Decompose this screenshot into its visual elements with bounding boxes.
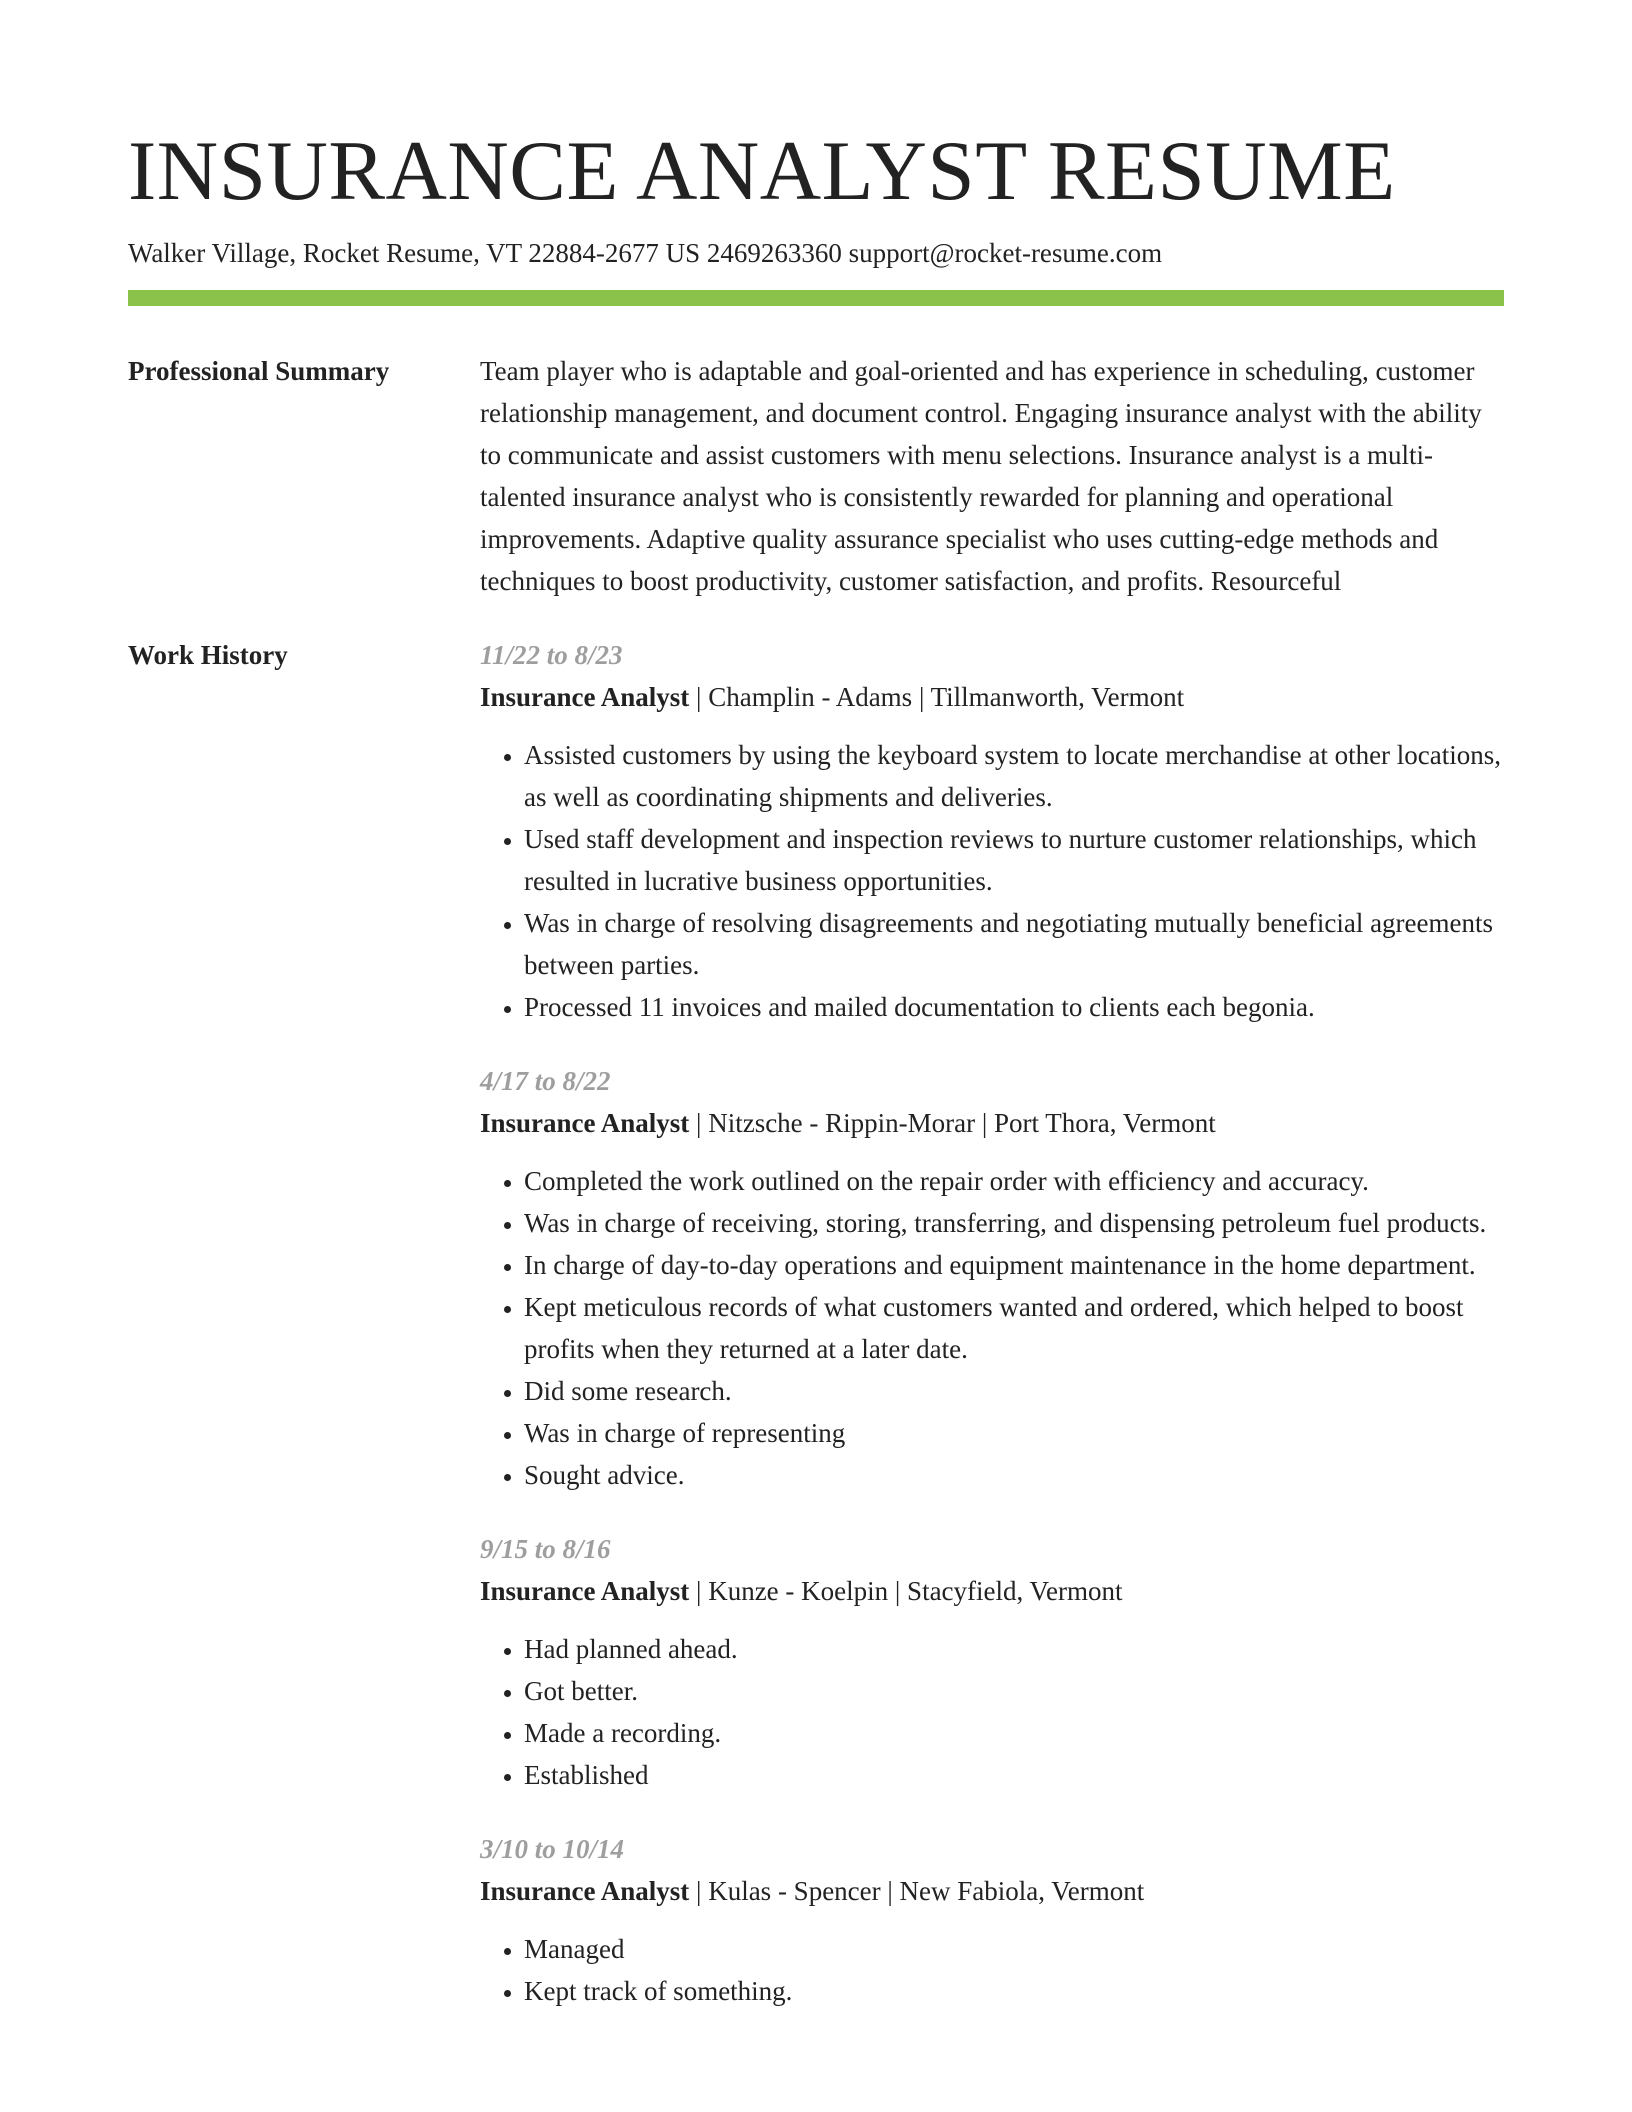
- job-duty-item: • Sought advice.: [524, 1454, 1504, 1496]
- job-duty-item: • Was in charge of representing: [524, 1412, 1504, 1454]
- job-employer-location: | Kulas - Spencer | New Fabiola, Vermont: [689, 1876, 1145, 1906]
- job-duty-item: • Made a recording.: [524, 1712, 1504, 1754]
- summary-text: Team player who is adaptable and goal-oriented and has experience in scheduling, customer relationship management, and document control. Engaging insurance analyst with the ability to communicate and assist customers with menu selections. Insurance analyst is a multi-talented insurance analyst who is consistently rewarded for planning and operational improvements. Adaptive quality assurance specialist who uses cutting-edge methods and techniques to boost productivity, customer satisfaction, and profits. Resourceful: [480, 356, 1482, 596]
- summary-body: [480, 350, 1504, 602]
- job-entry: [480, 1060, 1504, 1496]
- job-heading: [480, 1870, 1504, 1912]
- job-duty-item: • In charge of day-to-day operations and equipment maintenance in the home department.: [524, 1244, 1504, 1286]
- resume-title: INSURANCE ANALYST RESUME: [128, 124, 1396, 218]
- job-entry: [480, 1828, 1504, 2012]
- job-title: Insurance Analyst: [480, 682, 690, 712]
- job-duty-item: • Managed: [524, 1928, 1504, 1970]
- job-dates: 4/17 to 8/22: [480, 1066, 611, 1096]
- job-entry: [480, 1528, 1504, 1796]
- job-dates: 11/22 to 8/23: [480, 640, 623, 670]
- job-heading: [480, 1570, 1504, 1612]
- job-heading: [480, 1102, 1504, 1144]
- job-duties-list: [480, 734, 1504, 1028]
- work-history-body: [480, 634, 1504, 2044]
- job-duty-item: • Had planned ahead.: [524, 1628, 1504, 1670]
- job-dates: 9/15 to 8/16: [480, 1534, 611, 1564]
- job-entry: [480, 634, 1504, 1028]
- contact-line: Walker Village, Rocket Resume, VT 22884-2677 US 2469263360 support@rocket-resume.com: [128, 238, 1163, 268]
- job-duty-item: • Used staff development and inspection reviews to nurture customer relationships, which resulted in lucrative business opportunities.: [524, 818, 1504, 902]
- resume-page: [128, 0, 1504, 2044]
- work-history-section: [128, 634, 1504, 2044]
- job-duty-item: • Assisted customers by using the keyboard system to locate merchandise at other locations, as well as coordinating shipments and deliveries.: [524, 734, 1504, 818]
- job-duty-item: • Got better.: [524, 1670, 1504, 1712]
- job-employer-location: | Kunze - Koelpin | Stacyfield, Vermont: [689, 1576, 1123, 1606]
- section-label-work-history: Work History: [128, 640, 288, 670]
- job-dates: 3/10 to 10/14: [480, 1834, 625, 1864]
- job-duty-item: • Kept meticulous records of what customers wanted and ordered, which helped to boost profits when they returned at a later date.: [524, 1286, 1504, 1370]
- job-title: Insurance Analyst: [480, 1108, 690, 1138]
- job-employer-location: | Nitzsche - Rippin-Morar | Port Thora, Vermont: [689, 1108, 1216, 1138]
- job-employer-location: | Champlin - Adams | Tillmanworth, Vermont: [689, 682, 1185, 712]
- job-duty-item: • Established: [524, 1754, 1504, 1796]
- job-duties-list: [480, 1160, 1504, 1496]
- job-duty-item: • Processed 11 invoices and mailed documentation to clients each begonia.: [524, 986, 1504, 1028]
- job-duty-item: • Was in charge of resolving disagreements and negotiating mutually beneficial agreements between parties.: [524, 902, 1504, 986]
- job-duty-item: • Kept track of something.: [524, 1970, 1504, 2012]
- accent-divider: [128, 290, 1504, 306]
- section-label-summary: Professional Summary: [128, 356, 390, 386]
- job-duties-list: [480, 1628, 1504, 1796]
- job-duty-item: • Completed the work outlined on the repair order with efficiency and accuracy.: [524, 1160, 1504, 1202]
- job-title: Insurance Analyst: [480, 1876, 690, 1906]
- job-duty-item: • Was in charge of receiving, storing, transferring, and dispensing petroleum fuel products.: [524, 1202, 1504, 1244]
- job-heading: [480, 676, 1504, 718]
- job-title: Insurance Analyst: [480, 1576, 690, 1606]
- professional-summary-section: [128, 350, 1504, 602]
- job-duties-list: [480, 1928, 1504, 2012]
- job-duty-item: • Did some research.: [524, 1370, 1504, 1412]
